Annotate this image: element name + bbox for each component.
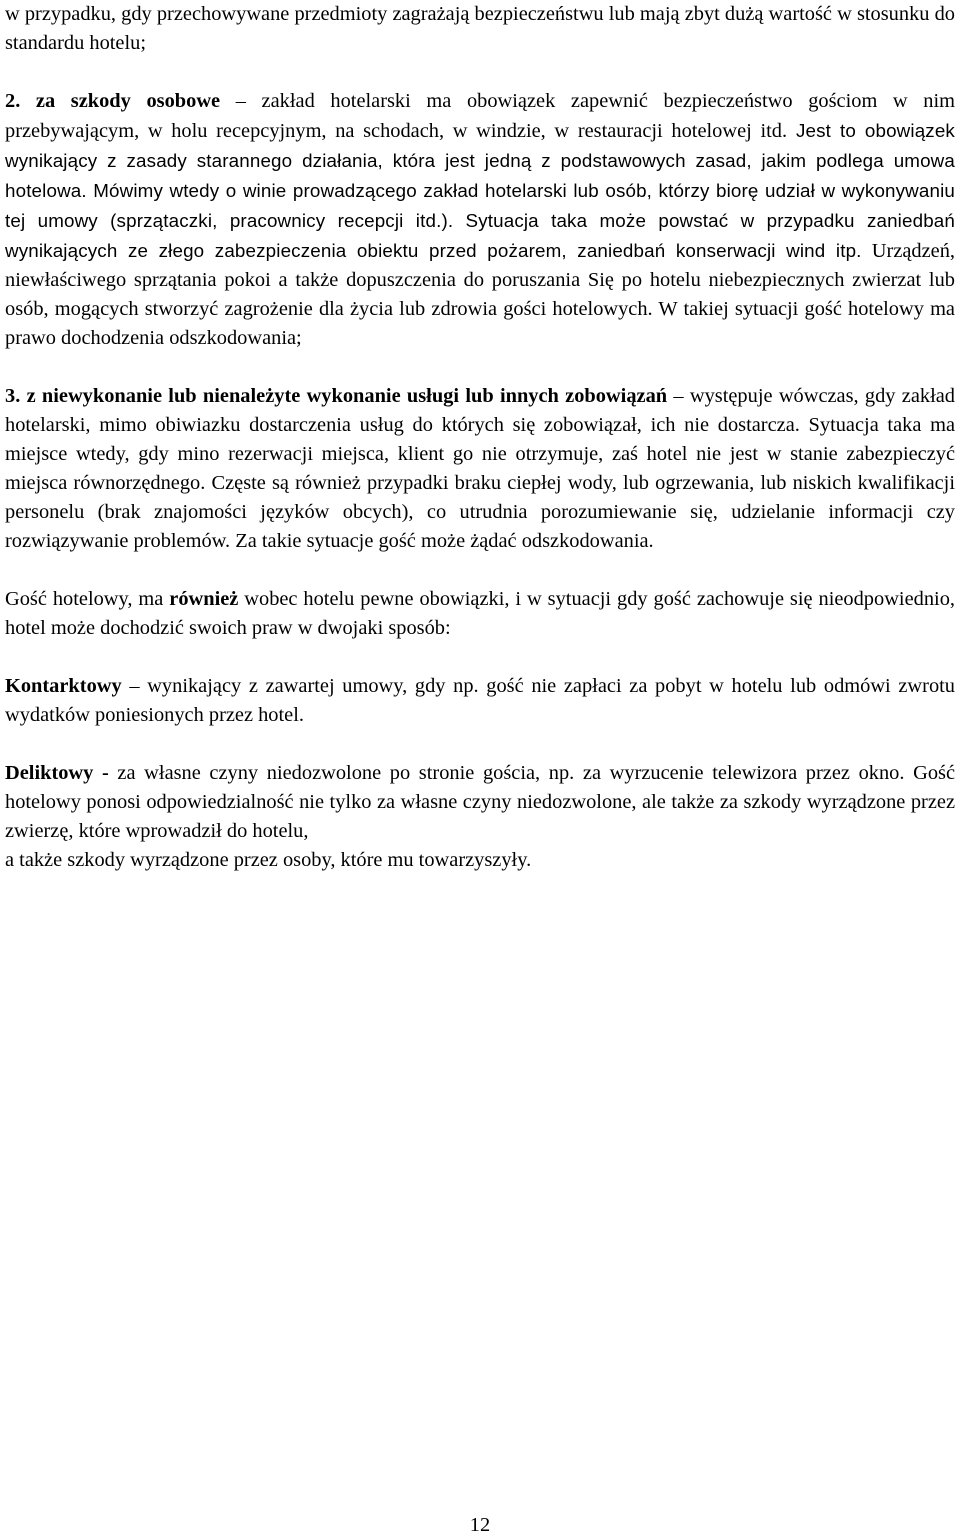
guest-obligations-start: Gość hotelowy, ma	[5, 588, 170, 610]
paragraph-storage-limitation: w przypadku, gdy przechowywane przedmioty zagrażają bezpieczeństwu lub mają zbyt dużą wartość w stosunku do standardu hotelu;	[5, 3, 955, 54]
paragraph-contractual	[5, 672, 955, 730]
contractual-text: – wynikający z zawartej umowy, gdy np. gość nie zapłaci za pobyt w hotelu lub odmówi zwrotu wydatków poniesionych przez hotel.	[5, 675, 955, 726]
guest-obligations-emphasis: również	[169, 588, 239, 610]
heading-non-performance: 3. z niewykonanie lub nienależyte wykonanie usługi lub innych zobowiązań	[5, 385, 668, 407]
personal-damages-compensation: Urządzeń, niewłaściwego sprzątania pokoi a także dopuszczenia do poruszania Się po hotelu niebezpiecznych zwierzat lub osób, mogących stworzyć zagrożenie dla życia lub zdrowia gości hotelowych. W takiej sytuacji gość hotelowy ma prawo dochodzenia odszkodowania;	[5, 240, 956, 349]
guest-obligations-end: wobec hotelu pewne obowiązki, i w sytuacji gdy gość zachowuje się nieodpowiednio, hotel może dochodzić swoich praw w dwojaki sposób:	[5, 588, 955, 639]
page-number: 12	[469, 1514, 491, 1536]
paragraph-guest-obligations	[5, 585, 955, 643]
paragraph-non-performance	[5, 382, 955, 556]
tort-last-line: a także szkody wyrządzone przez osoby, które mu towarzyszyły.	[5, 849, 532, 871]
heading-tort: Deliktowy -	[5, 762, 109, 784]
non-performance-text: – występuje wówczas, gdy zakład hotelarski, mimo obiwiazku dostarczenia usług do których się zobowiązał, ich nie dostarcza. Sytuacja taka ma miejsce wtedy, gdy mino rezerwacji miejsca, klient go nie otrzymuje, zaś hotel nie jest w stanie zabezpieczyć miejsca równorzędnego. Częste są również przypadki braku ciepłej wody, lub ogrzewania, lub niskich kwalifikacji personelu (brak znajomości języków obcych), co utrudnia porozumiewanie się, udzielanie informacji czy rozwiązywanie problemów. Za takie sytuacje gość może żądać odszkodowania.	[5, 385, 955, 552]
heading-personal-damages: 2. za szkody osobowe	[5, 90, 221, 112]
heading-contractual: Kontarktowy	[5, 675, 122, 697]
tort-text: za własne czyny niedozwolone po stronie gościa, np. za wyrzucenie telewizora przez okno. Gość hotelowy ponosi odpowiedzialność nie tylko za własne czyny niedozwolone, ale także za szkody wyrządzone przez zwierzę, które wprowadził do hotelu,	[5, 762, 955, 842]
personal-damages-duty: Jest to obowiązek wynikający z zasady starannego działania, która jest jedną z podstawowych zasad, jakim podlega umowa hotelowa. Mówimy wtedy o winie prowadzącego zakład hotelarski lub osób, którzy biorę udział w wykonywaniu tej umowy (sprzątaczki, pracownicy recepcji itd.).	[5, 120, 955, 231]
personal-damages-intro: – zakład hotelarski ma obowiązek zapewnić bezpieczeństwo gościom w nim przebywającym, w holu recepcyjnym, na schodach, w windzie, w restauracji hotelowej itd.	[5, 90, 955, 142]
document-page	[5, 0, 955, 875]
paragraph-personal-damages	[5, 87, 955, 353]
paragraph-tort	[5, 759, 955, 846]
personal-damages-situations: Sytuacja taka może powstać w przypadku zaniedbań wynikających ze złego zabezpieczenia obiektu przed pożarem, zaniedbań konserwacji wind itp.	[5, 210, 955, 261]
